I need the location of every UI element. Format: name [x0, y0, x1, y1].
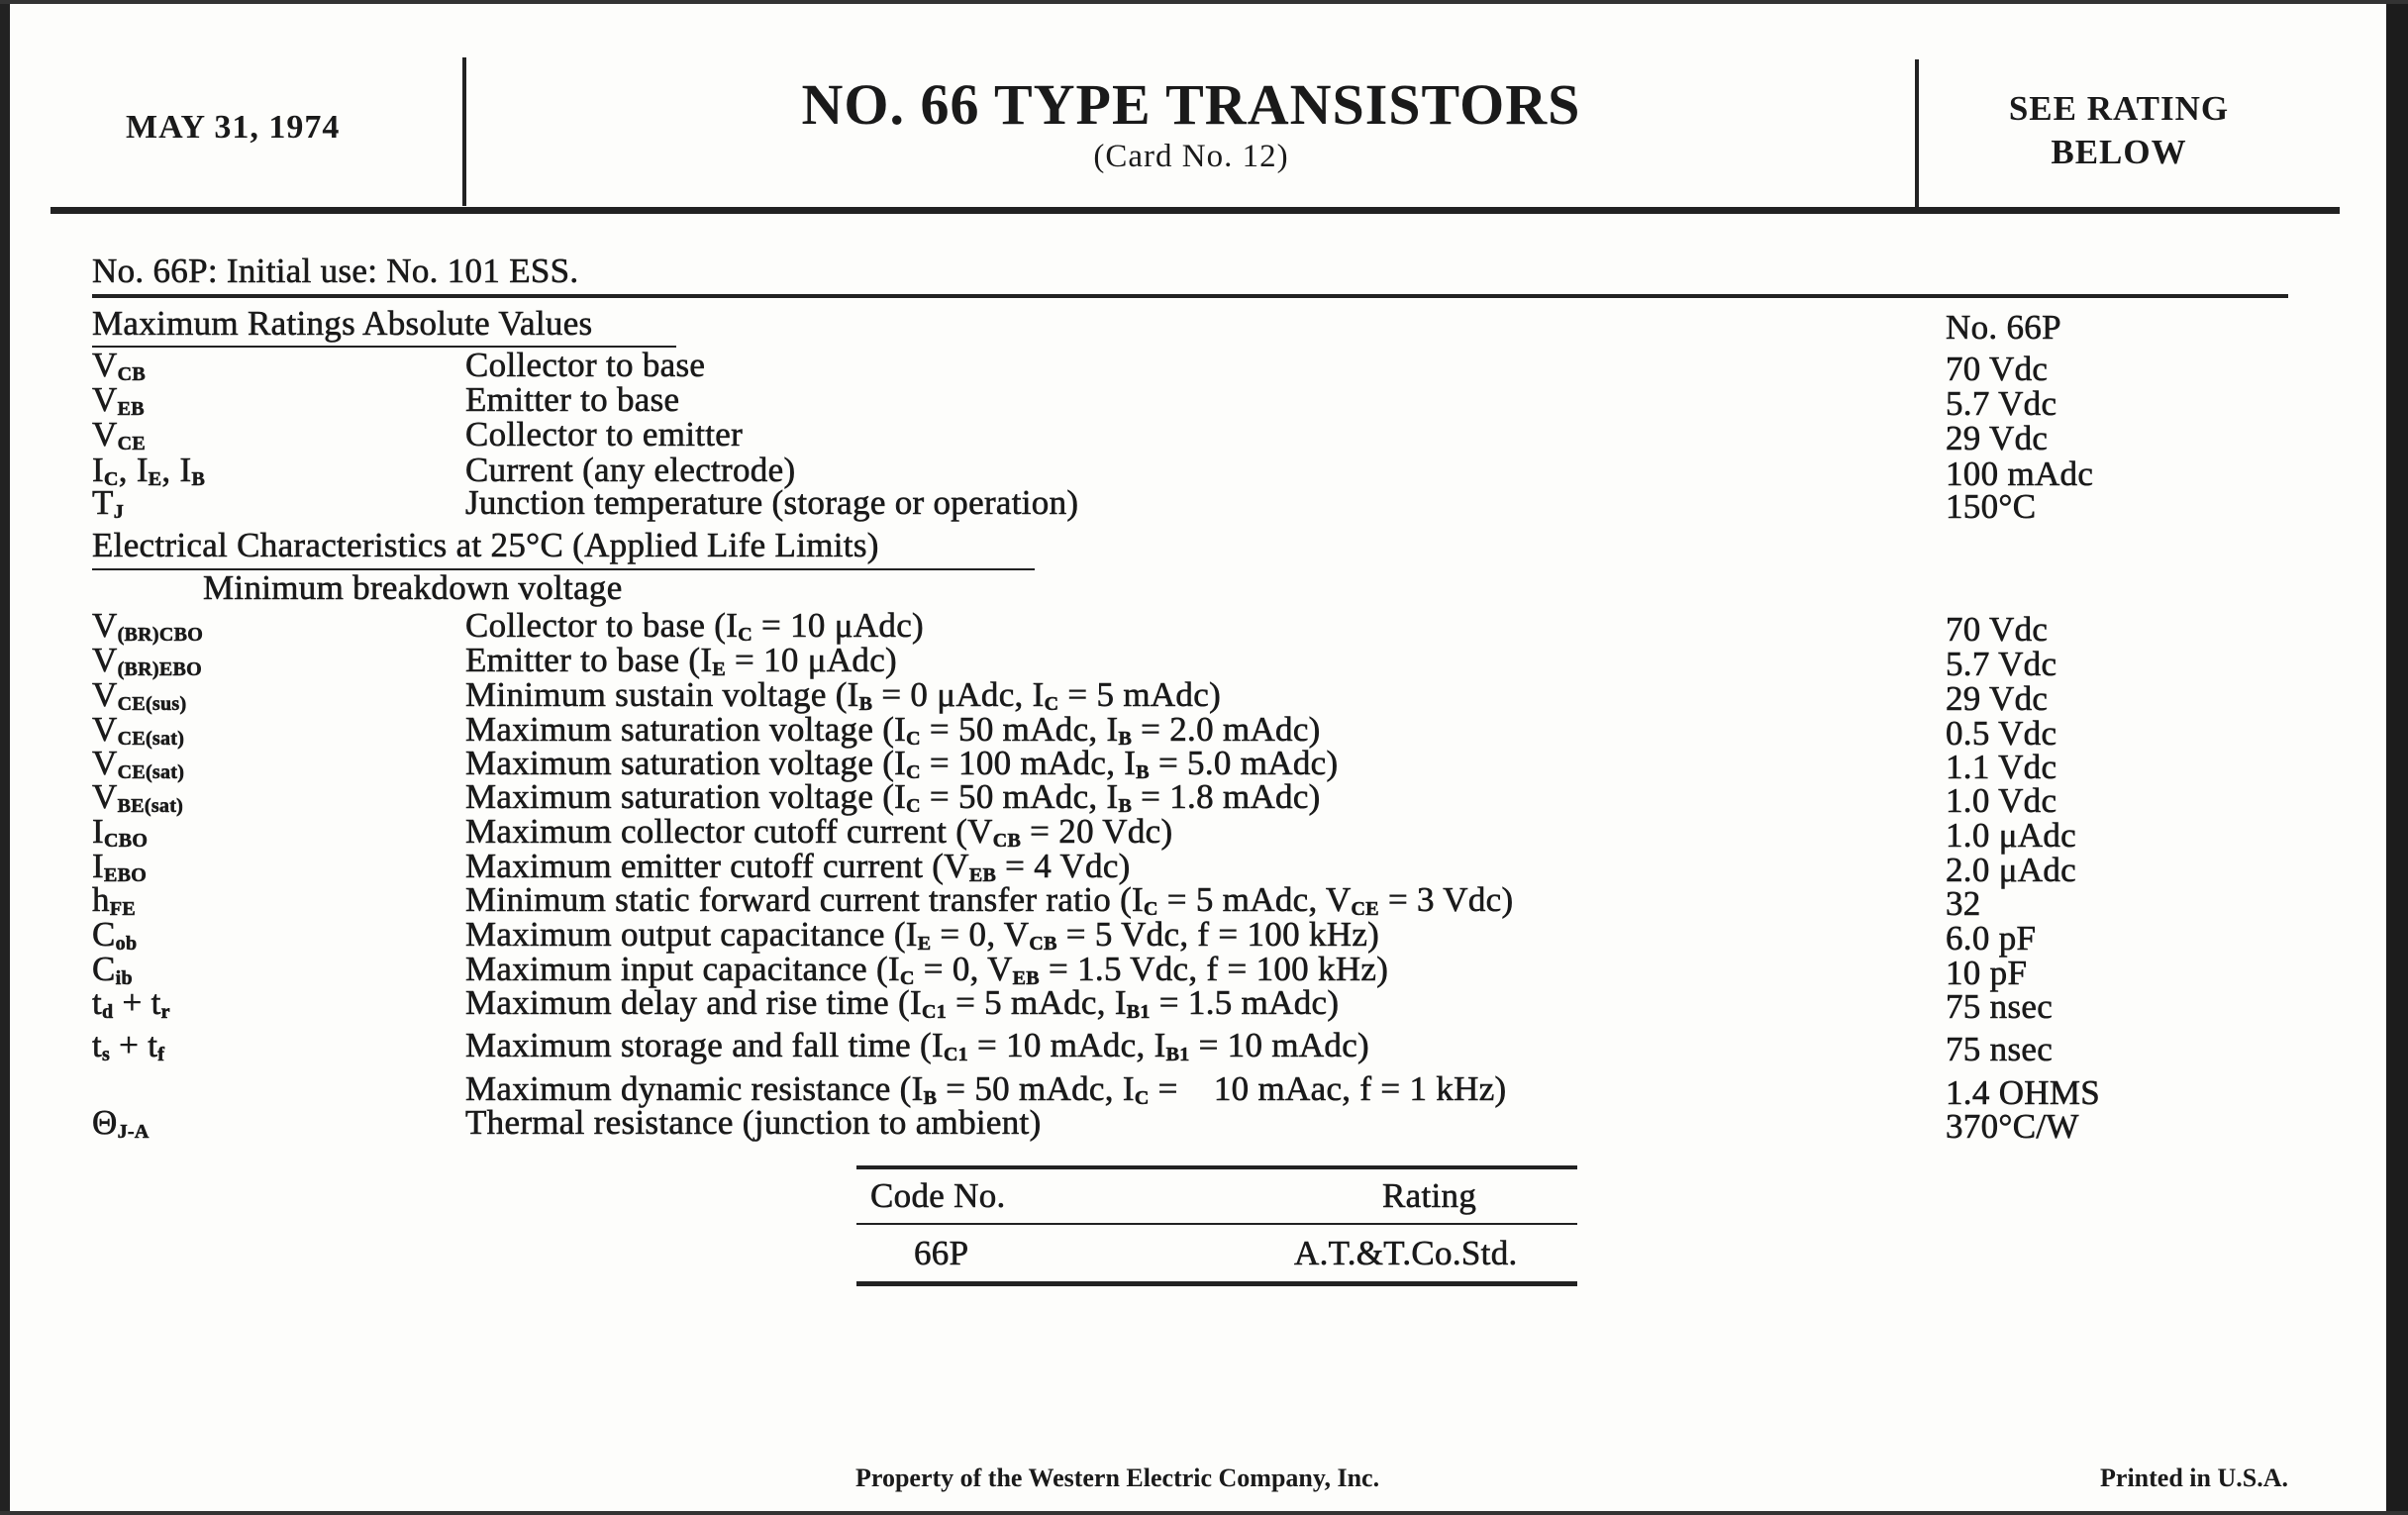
- text-segment: Maximum saturation voltage (I: [465, 744, 907, 782]
- text-segment: = 5.0 mAdc): [1149, 744, 1339, 782]
- subscript: C: [738, 624, 752, 646]
- row-description: [465, 346, 705, 385]
- text-segment: = 0, V: [914, 950, 1013, 988]
- text-segment: t: [92, 983, 103, 1022]
- text-segment: Maximum collector cutoff current (V: [465, 812, 993, 851]
- text-segment: = 50 mAdc, I: [920, 710, 1119, 749]
- text-segment: Maximum dynamic resistance (I: [465, 1069, 924, 1108]
- row-symbol: [92, 1103, 150, 1144]
- subscript: C1: [921, 1001, 948, 1023]
- intro-rule: [92, 294, 2288, 298]
- row-value: 29 Vdc: [1946, 679, 2049, 718]
- text-segment: = 50 mAdc, I: [920, 777, 1119, 816]
- row-description: [465, 415, 743, 454]
- header-rule: [50, 207, 2340, 214]
- text-segment: I: [92, 451, 104, 489]
- subscript: C: [1134, 1087, 1150, 1109]
- footer-property: Property of the Western Electric Company, Inc.: [855, 1464, 1380, 1492]
- column-heading-66p: No. 66P: [1946, 308, 2061, 347]
- intro-line: No. 66P: Initial use: No. 101 ESS.: [92, 252, 579, 290]
- text-segment: V: [92, 675, 118, 714]
- text-segment: Collector to emitter: [465, 415, 744, 454]
- text-segment: = 100 mAdc, I: [920, 744, 1137, 782]
- text-segment: = 5 mAdc): [1058, 675, 1222, 714]
- subscript: ob: [115, 933, 138, 955]
- row-description: [465, 1026, 1369, 1066]
- code-cell-code: 66P: [914, 1234, 969, 1272]
- subscript: B1: [1165, 1044, 1190, 1065]
- scan-edge-right: [2386, 0, 2408, 1515]
- text-segment: , I: [161, 451, 192, 489]
- text-segment: Current (any electrode): [465, 451, 796, 489]
- row-value: 150°C: [1946, 487, 2037, 526]
- rating-note-line1: SEE RATING: [2008, 89, 2230, 128]
- text-segment: Collector to base: [465, 346, 706, 384]
- text-segment: = 4 Vdc): [996, 847, 1131, 885]
- code-table-bottom-rule: [856, 1281, 1577, 1286]
- subscript: (BR)EBO: [117, 658, 203, 680]
- row-value: 29 Vdc: [1946, 419, 2049, 457]
- text-segment: Maximum saturation voltage (I: [465, 710, 907, 749]
- scan-edge-left: [0, 0, 10, 1515]
- row-value: 100 mAdc: [1946, 454, 2094, 493]
- text-segment: Maximum emitter cutoff current (V: [465, 847, 969, 885]
- text-segment: C: [92, 950, 116, 988]
- subscript: CE(sus): [117, 693, 187, 715]
- text-segment: V: [92, 777, 118, 816]
- row-value: 0.5 Vdc: [1946, 714, 2057, 753]
- subscript: B: [858, 693, 873, 715]
- text-segment: Emitter to base (I: [465, 641, 713, 679]
- subscript: B: [1136, 761, 1150, 783]
- row-value: 75 nsec: [1946, 1030, 2054, 1068]
- text-segment: = 20 Vdc): [1021, 812, 1173, 851]
- subscript: BE(sat): [117, 795, 184, 817]
- subscript: B: [1118, 728, 1133, 750]
- subscript: C: [103, 468, 119, 490]
- text-segment: Minimum sustain voltage (I: [465, 675, 859, 714]
- header-divider-right: [1915, 59, 1919, 208]
- row-value: 1.0 Vdc: [1946, 781, 2057, 820]
- text-segment: = 1.5 mAdc): [1150, 983, 1340, 1022]
- row-value: 70 Vdc: [1946, 610, 2049, 649]
- row-value: 6.0 pF: [1946, 919, 2037, 958]
- subscript: CE(sat): [117, 761, 185, 783]
- subscript: C: [906, 795, 921, 817]
- text-segment: Collector to base (I: [465, 606, 739, 645]
- text-segment: Maximum output capacitance (I: [465, 915, 918, 954]
- subscript: C: [1144, 898, 1158, 920]
- subscript: FE: [109, 898, 136, 920]
- text-segment: Maximum delay and rise time (I: [465, 983, 922, 1022]
- rating-note: [1921, 87, 2317, 174]
- subscript: f: [157, 1044, 165, 1065]
- subscript: CE: [117, 433, 146, 454]
- code-table-top-rule: [856, 1165, 1577, 1169]
- subscript: EB: [968, 864, 997, 886]
- text-segment: Maximum input capacitance (I: [465, 950, 900, 988]
- subscript: J: [113, 501, 124, 523]
- subscript: CB: [1029, 933, 1057, 955]
- subscript: ib: [115, 967, 133, 989]
- text-segment: V: [92, 641, 118, 679]
- text-segment: + t: [113, 983, 161, 1022]
- text-segment: = 2.0 mAdc): [1132, 710, 1321, 749]
- subscript: CE: [1351, 898, 1379, 920]
- row-description: [465, 380, 679, 420]
- row-value: 1.1 Vdc: [1946, 748, 2057, 786]
- row-value: 1.4 OHMS: [1946, 1073, 2101, 1112]
- text-segment: I: [92, 812, 104, 851]
- scan-edge-top: [0, 0, 2408, 4]
- electrical-heading: Electrical Characteristics at 25°C (Applied Life Limits): [92, 526, 879, 564]
- row-value: 5.7 Vdc: [1946, 384, 2057, 423]
- row-symbol: [92, 983, 170, 1024]
- footer-printed: Printed in U.S.A.: [2100, 1464, 2288, 1492]
- text-segment: = 0, V: [931, 915, 1030, 954]
- row-value: 2.0 μAdc: [1946, 851, 2076, 889]
- code-header-rating: Rating: [1382, 1176, 1477, 1215]
- text-segment: = 50 mAdc, I: [937, 1069, 1135, 1108]
- breakdown-subheading: Minimum breakdown voltage: [203, 568, 623, 607]
- text-segment: V: [92, 710, 118, 749]
- text-segment: = 10 μAdc): [752, 606, 924, 645]
- row-value: 10 pF: [1946, 954, 2028, 992]
- row-description: [465, 483, 1078, 523]
- code-cell-rating: A.T.&T.Co.Std.: [1294, 1234, 1518, 1272]
- subscript: EBO: [103, 864, 148, 886]
- text-segment: Maximum storage and fall time (I: [465, 1026, 944, 1064]
- max-ratings-heading: Maximum Ratings Absolute Values: [92, 304, 593, 343]
- code-table-mid-rule: [856, 1223, 1577, 1225]
- text-segment: = 10 μAdc): [725, 641, 898, 679]
- card-number: (Card No. 12): [1093, 139, 1289, 174]
- subscript: C: [906, 761, 921, 783]
- subscript: r: [160, 1001, 170, 1023]
- subscript: E: [917, 933, 932, 955]
- text-segment: + t: [110, 1026, 158, 1064]
- text-segment: I: [92, 847, 104, 885]
- text-segment: , I: [118, 451, 149, 489]
- text-segment: = 0 μAdc, I: [872, 675, 1045, 714]
- text-segment: = 10 mAdc, I: [967, 1026, 1166, 1064]
- subscript: C: [1044, 693, 1059, 715]
- text-segment: Minimum static forward current transfer ratio (I: [465, 880, 1144, 919]
- text-segment: V: [92, 415, 118, 454]
- subscript: s: [102, 1044, 111, 1065]
- row-description: [465, 983, 1339, 1024]
- text-segment: Thermal resistance (junction to ambient): [465, 1103, 1042, 1142]
- rating-note-line2: BELOW: [2051, 133, 2187, 171]
- subscript: EB: [1012, 967, 1040, 989]
- row-symbol: [92, 483, 124, 524]
- text-segment: Maximum saturation voltage (I: [465, 777, 907, 816]
- text-segment: Emitter to base: [465, 380, 680, 419]
- text-segment: t: [92, 1026, 103, 1064]
- subscript: (BR)CBO: [117, 624, 204, 646]
- subscript: d: [102, 1001, 114, 1023]
- text-segment: V: [92, 606, 118, 645]
- text-segment: = 5 mAdc, V: [1157, 880, 1352, 919]
- text-segment: = 10 mAac, f = 1 kHz): [1149, 1069, 1507, 1108]
- card-title: NO. 66 TYPE TRANSISTORS: [801, 72, 1581, 137]
- text-segment: h: [92, 880, 110, 919]
- card-date: MAY 31, 1974: [126, 109, 341, 146]
- subscript: CB: [117, 363, 146, 385]
- row-value: 370°C/W: [1946, 1107, 2079, 1146]
- text-segment: = 5 Vdc, f = 100 kHz): [1056, 915, 1380, 954]
- subscript: J-A: [117, 1121, 150, 1143]
- text-segment: = 1.5 Vdc, f = 100 kHz): [1039, 950, 1389, 988]
- row-symbol: [92, 415, 146, 455]
- text-segment: V: [92, 744, 118, 782]
- subscript: E: [148, 468, 162, 490]
- text-segment: V: [92, 346, 118, 384]
- subscript: EB: [117, 398, 145, 420]
- text-segment: = 5 mAdc, I: [947, 983, 1127, 1022]
- text-segment: V: [92, 380, 118, 419]
- row-value: 75 nsec: [1946, 987, 2054, 1026]
- subscript: C1: [943, 1044, 968, 1065]
- row-symbol: [92, 1026, 164, 1066]
- row-value: 32: [1946, 884, 1981, 923]
- row-value: 70 Vdc: [1946, 350, 2049, 388]
- subscript: C: [906, 728, 921, 750]
- row-value: 1.0 μAdc: [1946, 816, 2076, 855]
- text-segment: Θ: [92, 1103, 118, 1142]
- text-segment: = 1.8 mAdc): [1132, 777, 1321, 816]
- text-segment: T: [92, 483, 114, 522]
- text-segment: = 10 mAdc): [1189, 1026, 1370, 1064]
- subscript: CBO: [103, 830, 149, 852]
- subscript: CB: [992, 830, 1022, 852]
- subscript: B: [191, 468, 206, 490]
- subscript: B1: [1126, 1001, 1151, 1023]
- scan-edge-bottom: [0, 1511, 2408, 1515]
- subscript: E: [712, 658, 726, 680]
- text-segment: Junction temperature (storage or operation): [465, 483, 1079, 522]
- row-description: [465, 1103, 1042, 1143]
- subscript: B: [923, 1087, 938, 1109]
- subscript: CE(sat): [117, 728, 185, 750]
- text-segment: C: [92, 915, 116, 954]
- subscript: B: [1118, 795, 1133, 817]
- subscript: C: [899, 967, 915, 989]
- code-header-code: Code No.: [870, 1176, 1006, 1215]
- text-segment: = 3 Vdc): [1378, 880, 1514, 919]
- row-value: 5.7 Vdc: [1946, 645, 2057, 683]
